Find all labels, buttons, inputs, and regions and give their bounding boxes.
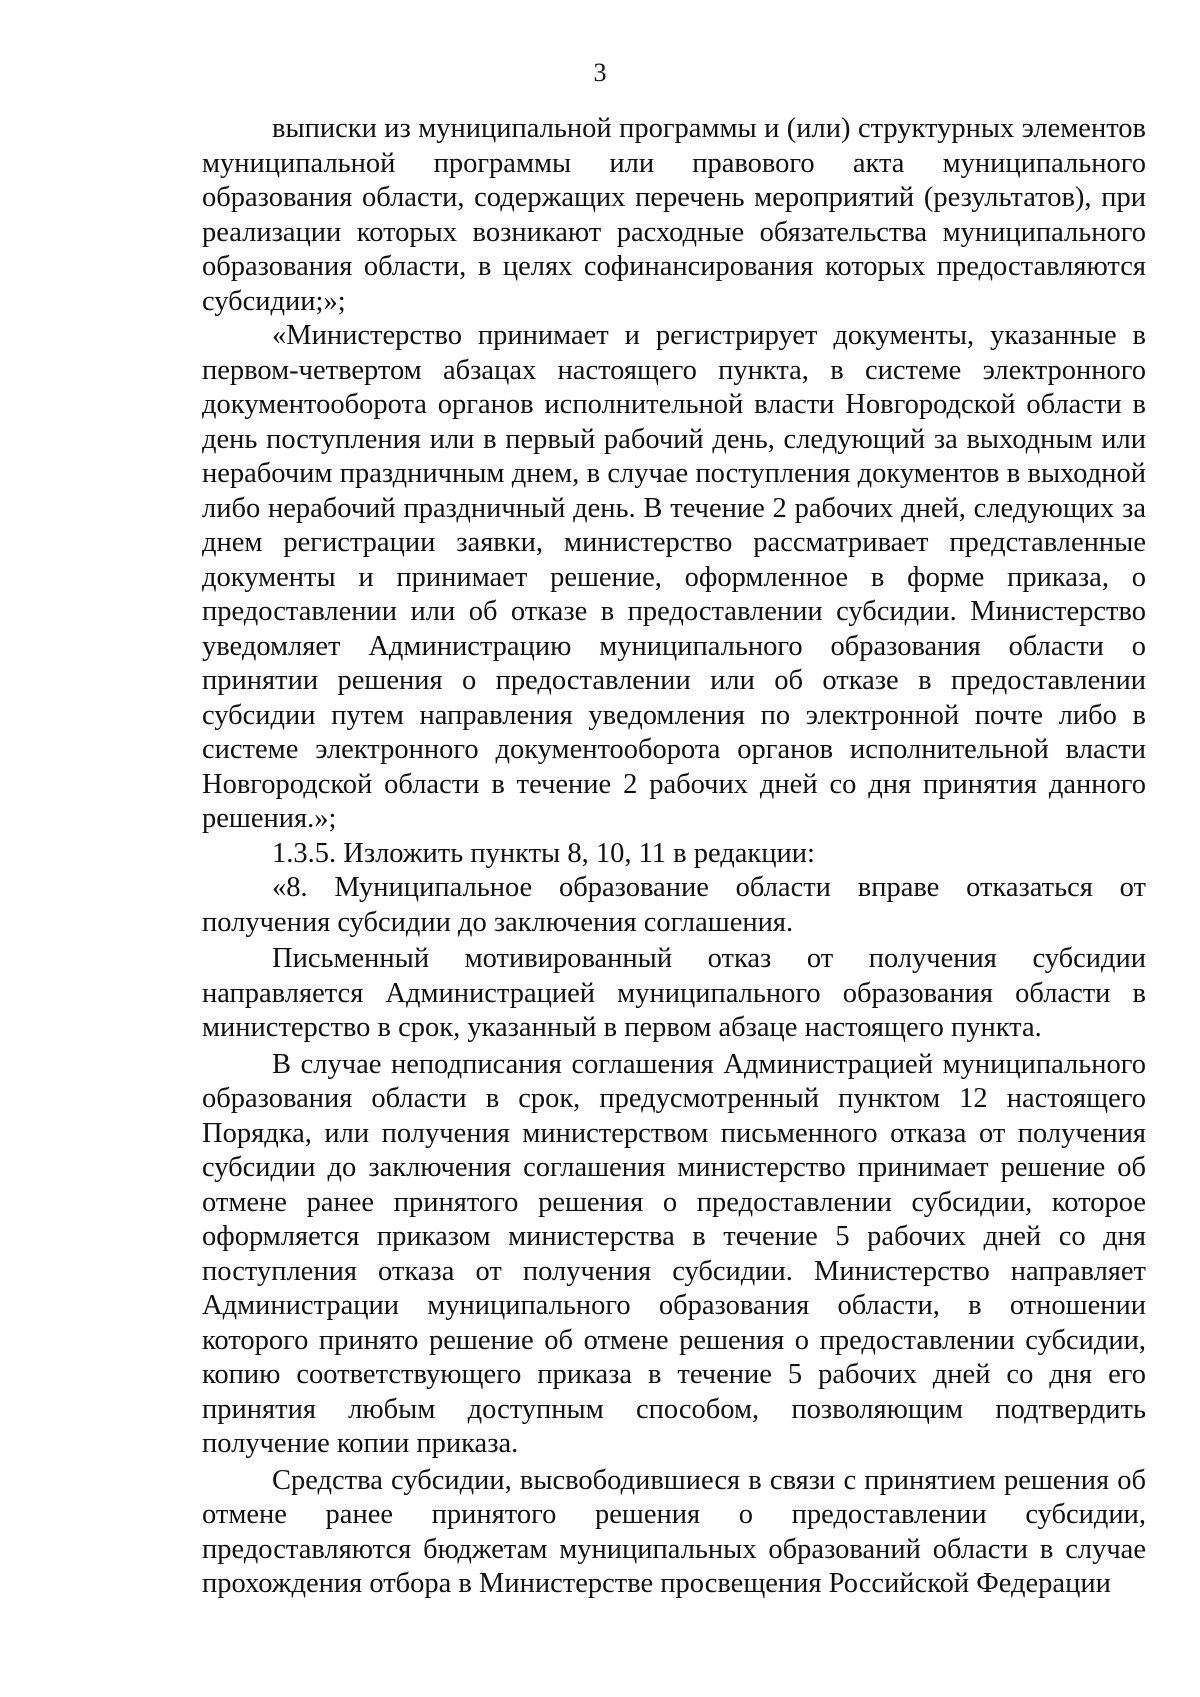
page-number: 3 xyxy=(593,58,607,87)
paragraph-non-signing: В случае неподписания соглашения Администрацией муниципального образования области в срок, предусмотренный пунктом 12 настоящего Порядка, или получения министерством письменного отказа от получения субсидии до заключения соглашения министерство принимает решение об отмене ранее принятого решения о предоставлении субсидии, которое оформляется приказом министерства в течение 5 рабочих дней со дня поступления отказа от получения субсидии. Министерство направляет Администрации муниципального образования области, в отношении которого принято решение об отмене решения о предоставлении субсидии, копию соответствующего приказа в течение 5 рабочих дней со дня его принятия любым доступным способом, позволяющим подтвердить получение копии приказа. xyxy=(202,1048,1146,1459)
paragraph-ministry-registration: «Министерство принимает и регистрирует документы, указанные в первом-четвертом абзацах настоящего пункта, в системе электронного документооборота органов исполнительной власти Новгородской области в день поступления или в первый рабочий день, следующий за выходным или нерабочим праздничным днем, в случае поступления документов в выходной либо нерабочий праздничный день. В течение 2 рабочих дней, следующих за днем регистрации заявки, министерство рассматривает представленные документы и принимает решение, оформленное в форме приказа, о предоставлении или об отказе в предоставлении субсидии. Министерство уведомляет Администрацию муниципального образования области о принятии решения о предоставлении или об отказе в предоставлении субсидии путем направления уведомления по электронной почте либо в системе электронного документооборота органов исполнительной власти Новгородской области в течение 2 рабочих дней со дня принятия данного решения.»; xyxy=(202,320,1146,834)
paragraph-written-refusal: Письменный мотивированный отказ от получения субсидии направляется Администрацией муниципального образования области в министерство в срок, указанный в первом абзаце настоящего пункта. xyxy=(202,943,1146,1043)
document-body xyxy=(202,112,1146,1602)
paragraph-program-extracts: выписки из муниципальной программы и (или) структурных элементов муниципальной программы или правового акта муниципального образования области, содержащих перечень мероприятий (результатов), при реализации которых возникают расходные обязательства муниципального образования области, в целях софинансирования которых предоставляются субсидии;»; xyxy=(202,113,1146,317)
paragraph-clause-8-refusal: «8. Муниципальное образование области вправе отказаться от получения субсидии до заключения соглашения. xyxy=(202,872,1146,938)
paragraph-released-funds: Средства субсидии, высвободившиеся в связи с принятием решения об отмене ранее принятого решения о предоставлении субсидии, предоставляются бюджетам муниципальных образований области в случае прохождения отбора в Министерстве просвещения Российской Федерации xyxy=(202,1464,1146,1599)
paragraph-amendment-1-3-5: 1.3.5. Изложить пункты 8, 10, 11 в редакции: xyxy=(272,837,815,869)
